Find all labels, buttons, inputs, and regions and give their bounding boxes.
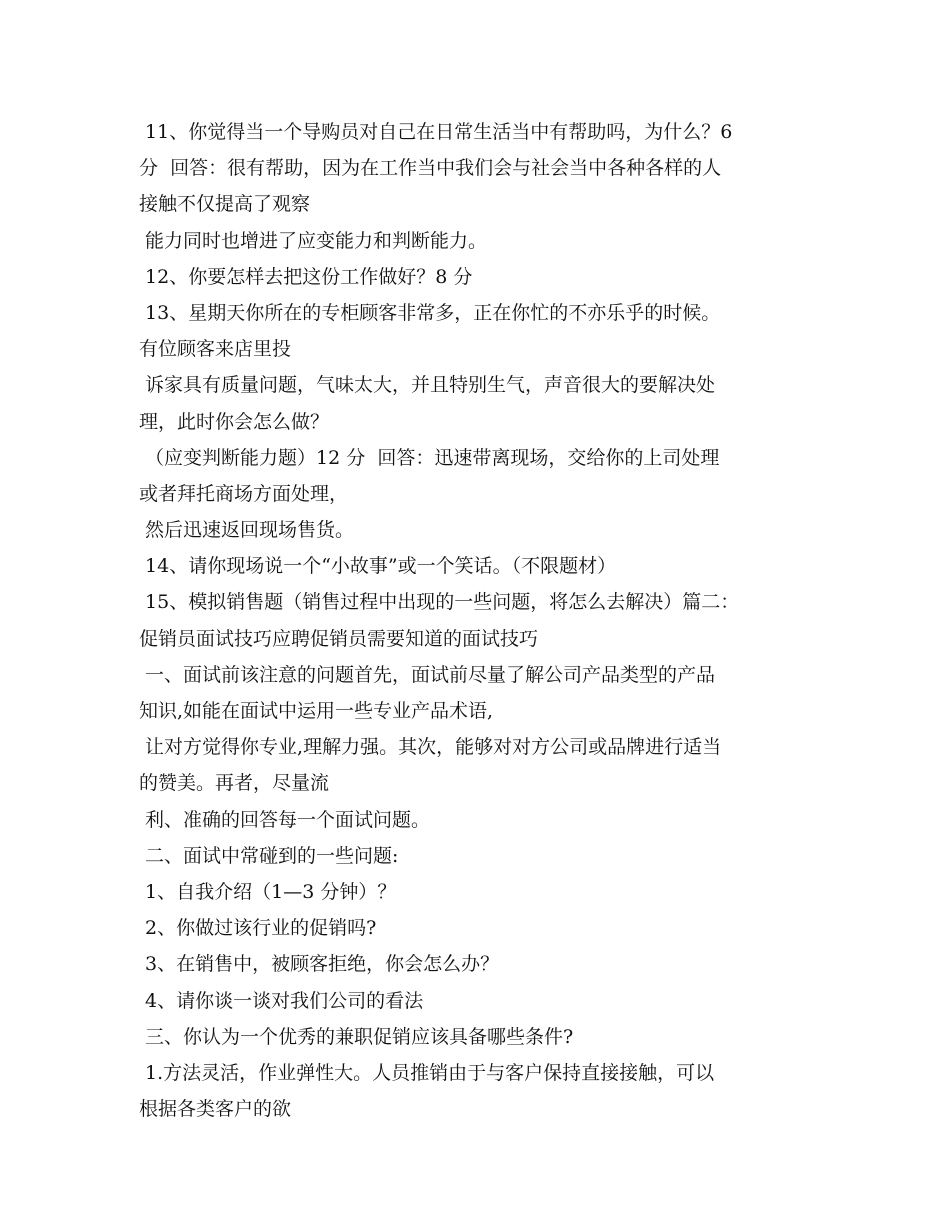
text-line: 一、面试前该注意的问题首先，面试前尽量了解公司产品类型的产品 (139, 663, 716, 686)
text-line: 让对方觉得你专业,理解力强。其次，能够对对方公司或品牌进行适当 (139, 736, 722, 759)
text-line: 4、请你谈一谈对我们公司的看法 (139, 989, 424, 1012)
text-line: 1.方法灵活，作业弹性大。人员推销由于与客户保持直接接触，可以 (139, 1061, 715, 1084)
text-line: 分 回答：很有帮助，因为在工作当中我们会与社会当中各种各样的人 (139, 157, 722, 180)
text-line: 促销员面试技巧应聘促销员需要知道的面试技巧 (139, 627, 539, 650)
text-line: 三、你认为一个优秀的兼职促销应该具备哪些条件? (139, 1025, 574, 1048)
text-line: 接触不仅提高了观察 (139, 193, 311, 216)
text-line: 诉家具有质量问题，气味太大，并且特别生气，声音很大的要解决处 (139, 374, 716, 397)
text-line: 的赞美。再者，尽量流 (139, 772, 330, 795)
text-line: 3、在销售中，被顾客拒绝，你会怎么办？ (139, 953, 500, 976)
text-line: 1、自我介绍（1—3 分钟）？ (139, 880, 397, 903)
text-line: 根据各类客户的欲 (139, 1098, 292, 1121)
text-line: （应变判断能力题）12 分 回答：迅速带离现场，交给你的上司处理 (139, 446, 720, 469)
text-line: 理，此时你会怎么做？ (139, 410, 330, 433)
text-line: 利、准确的回答每一个面试问题。 (139, 808, 431, 831)
text-line: 11、你觉得当一个导购员对自己在日常生活当中有帮助吗，为什么？6 (139, 121, 733, 143)
text-line: 能力同时也增进了应变能力和判断能力。 (139, 229, 488, 252)
text-line: 15、模拟销售题（销售过程中出现的一些问题，将怎么去解决）篇二： (139, 591, 740, 614)
text-line: 或者拜托商场方面处理， (139, 482, 349, 505)
text-line: 知识,如能在面试中运用一些专业产品术语, (139, 700, 494, 722)
text-line: 14、请你现场说一个“小故事”或一个笑话。（不限题材） (139, 555, 617, 578)
text-line: 二、面试中常碰到的一些问题: (139, 844, 399, 867)
text-line: 12、你要怎样去把这份工作做好？8 分 (139, 265, 473, 288)
text-line: 13、星期天你所在的专柜顾客非常多，正在你忙的不亦乐乎的时候。 (139, 301, 721, 324)
text-line: 2、你做过该行业的促销吗? (139, 917, 377, 940)
document-body (139, 114, 829, 1127)
text-line: 有位顾客来店里投 (139, 338, 292, 361)
text-line: 然后迅速返回现场售货。 (139, 519, 355, 542)
